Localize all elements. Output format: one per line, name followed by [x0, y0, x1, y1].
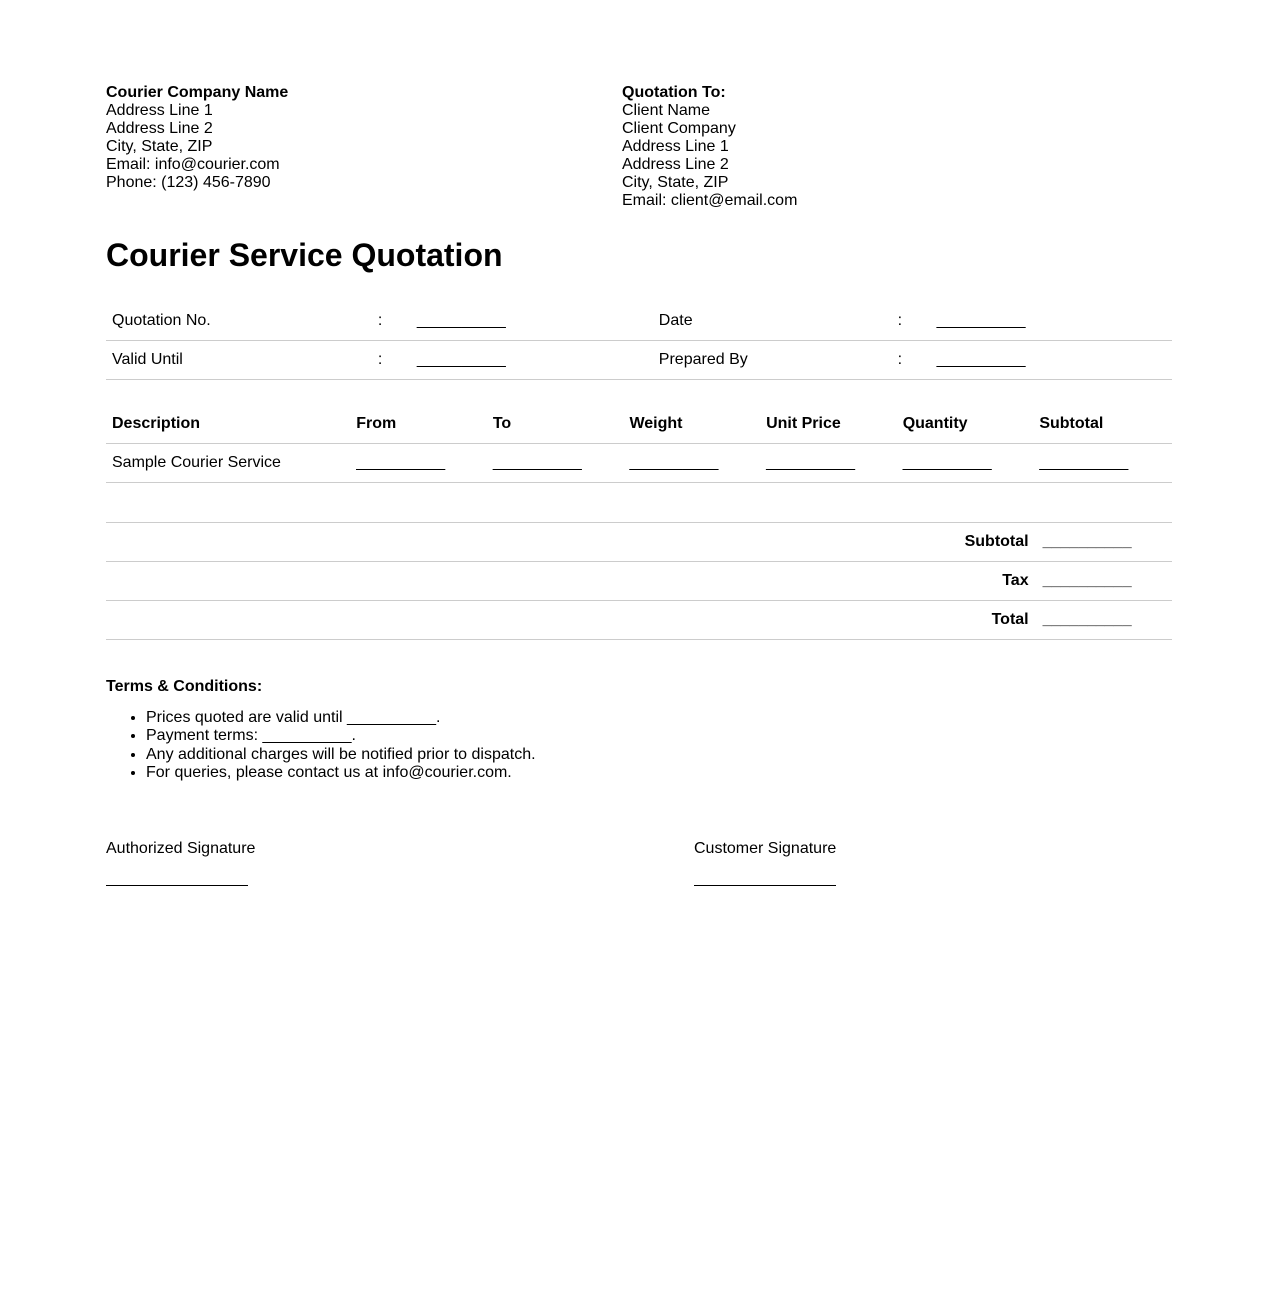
authorized-signature-block: [106, 839, 256, 886]
quotation-to-heading: Quotation To:: [622, 84, 726, 101]
terms-bullet-payment: • Payment terms: __________.: [146, 727, 1172, 745]
authorized-signature-label: Authorized Signature: [106, 839, 256, 857]
line-items-table: [106, 405, 1172, 523]
signatures-section: [106, 840, 1172, 886]
colon-separator: :: [378, 341, 417, 380]
company-city-state-zip: City, State, ZIP: [106, 138, 213, 155]
subtotal-label: Subtotal: [106, 523, 1037, 562]
company-phone: Phone: (123) 456-7890: [106, 174, 271, 191]
terms-heading: Terms & Conditions:: [106, 678, 263, 695]
date-blank: __________: [936, 312, 1026, 329]
company-name: Courier Company Name: [106, 84, 289, 101]
client-city-state-zip: City, State, ZIP: [622, 174, 729, 191]
client-address-line-1: Address Line 1: [622, 138, 729, 155]
column-header-from: From: [352, 405, 489, 444]
item-description: Sample Courier Service: [106, 444, 352, 483]
terms-bullet-charges: • Any additional charges will be notified prior to dispatch.: [146, 746, 1172, 764]
client-name: Client Name: [622, 102, 711, 119]
empty-item-row: [106, 483, 1172, 523]
column-header-subtotal: Subtotal: [1035, 405, 1172, 444]
item-quantity-blank: __________: [902, 454, 992, 471]
colon-separator: :: [898, 302, 937, 341]
column-header-to: To: [489, 405, 626, 444]
column-header-quantity: Quantity: [899, 405, 1036, 444]
total-blank: __________: [1042, 611, 1132, 628]
company-address-line-1: Address Line 1: [106, 102, 213, 119]
page-title: Courier Service Quotation: [106, 237, 503, 273]
item-from-blank: __________: [356, 454, 446, 471]
subtotal-row: [106, 523, 1172, 562]
prepared-by-label: Prepared By: [659, 341, 898, 380]
column-header-unit-price: Unit Price: [762, 405, 899, 444]
meta-row-valid-until-prepared-by: [106, 341, 1172, 380]
terms-bullet-queries: • For queries, please contact us at info@courier.com.: [146, 764, 1172, 782]
document-header: [106, 84, 1172, 210]
column-header-weight: Weight: [625, 405, 762, 444]
customer-signature-block: [694, 840, 836, 886]
total-label: Total: [106, 601, 1037, 640]
company-email: Email: info@courier.com: [106, 156, 280, 173]
client-email: Email: client@email.com: [622, 192, 798, 209]
subtotal-blank: __________: [1042, 533, 1132, 550]
valid-until-blank: __________: [416, 351, 506, 368]
quotation-no-label: Quotation No.: [106, 302, 378, 341]
colon-separator: :: [378, 302, 417, 341]
authorized-signature-line: [106, 858, 248, 886]
client-company: Client Company: [622, 120, 736, 137]
customer-signature-line: [694, 858, 836, 886]
item-weight-blank: __________: [629, 454, 719, 471]
customer-signature-label: Customer Signature: [694, 839, 837, 857]
item-unit-price-blank: __________: [766, 454, 856, 471]
company-address-line-2: Address Line 2: [106, 120, 213, 137]
date-label: Date: [659, 302, 898, 341]
client-address-line-2: Address Line 2: [622, 156, 729, 173]
client-info-block: [622, 84, 1172, 210]
meta-row-quotation-no-date: [106, 302, 1172, 341]
quotation-meta-table: [106, 302, 1172, 380]
item-subtotal-blank: __________: [1039, 454, 1129, 471]
company-info-block: [106, 84, 622, 210]
total-row: [106, 601, 1172, 640]
item-row: [106, 444, 1172, 483]
terms-section: [106, 678, 1172, 783]
items-header-row: [106, 405, 1172, 444]
tax-label: Tax: [106, 562, 1037, 601]
terms-bullet-validity: • Prices quoted are valid until __________.: [146, 709, 1172, 727]
tax-blank: __________: [1042, 572, 1132, 589]
quotation-no-blank: __________: [416, 312, 506, 329]
totals-table: [106, 523, 1172, 640]
terms-list: [106, 709, 1172, 783]
column-header-description: Description: [106, 405, 352, 444]
colon-separator: :: [898, 341, 937, 380]
prepared-by-blank: __________: [936, 351, 1026, 368]
item-to-blank: __________: [492, 454, 582, 471]
tax-row: [106, 562, 1172, 601]
valid-until-label: Valid Until: [106, 341, 378, 380]
